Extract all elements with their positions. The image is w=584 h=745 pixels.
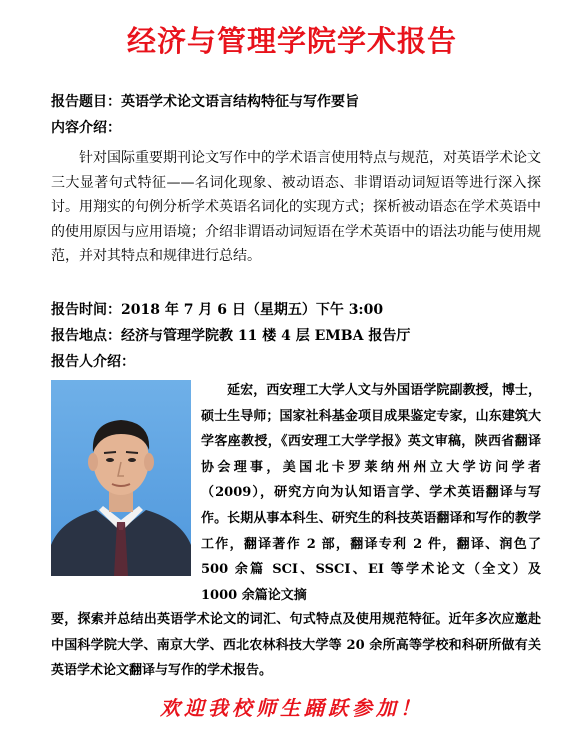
content-paragraph: 针对国际重要期刊论文写作中的学术语言使用特点与规范，对英语学术论文三大显著句式特征——名词化现象、被动语态、非谓语动词短语等进行深入探讨。用翔实的句例分析学术英语名词化的实现方式；探析被动语态在学术英语中的使用原因与应用语境；介绍非谓语动词短语在学术英语中的语法功能与使用规范，并对其特点和规律进行总结。: [51, 150, 541, 265]
place-line: [51, 326, 410, 346]
time-value: 2018 年 7 月 6 日（星期五）下午 3:00: [121, 302, 384, 318]
speaker-portrait-icon: [51, 380, 191, 576]
topic-value: 英语学术论文语言结构特征与写作要旨: [121, 94, 359, 110]
content-label: 内容介绍：: [51, 120, 121, 136]
speaker-photo: [51, 380, 191, 576]
page-title: 经济与管理学院学术报告: [126, 24, 457, 58]
place-value: 经济与管理学院教 11 楼 4 层 EMBA 报告厅: [121, 328, 411, 344]
time-line: [51, 300, 383, 320]
place-label: 报告地点：: [51, 328, 121, 344]
speaker-bio-continued: 要，探索并总结出英语学术论文的词汇、句式特点及使用规范特征。近年多次应邀赴中国科学院大学、南京大学、西北农林科技大学等 20 余所高等学校和科研所做有关英语学术论文翻译与写作的学术报告。: [51, 612, 541, 679]
topic-label: 报告题目：: [51, 94, 121, 110]
speaker-bio-part-1: 延宏，西安理工大学人文与外国语学院副教授，博士，硕士生导师；国家社科基金项目成果鉴定专家，山东建筑大学客座教授，《西安理工大学学报》英文审稿，陕西省翻译协会理事，美国北卡罗莱纳州州立大学访问学者（2009），研究方向为认知语言学、学术英语翻译与写作。长期从事本科生、研究生的科技英语翻译和写作的教学工作，翻译著作 2 部，翻译专利 2 件，翻译、润色了 500 余篇 SCI、SSCI、EI 等学术论文（全文）及 1000 余篇论文摘: [201, 383, 541, 603]
time-label: 报告时间：: [51, 302, 121, 318]
topic-line: [51, 92, 359, 112]
speaker-label: 报告人介绍：: [51, 354, 135, 370]
speaker-bio-wrapped: [201, 378, 541, 608]
welcome-message: 欢迎我校师生踊跃参加！: [160, 696, 424, 720]
